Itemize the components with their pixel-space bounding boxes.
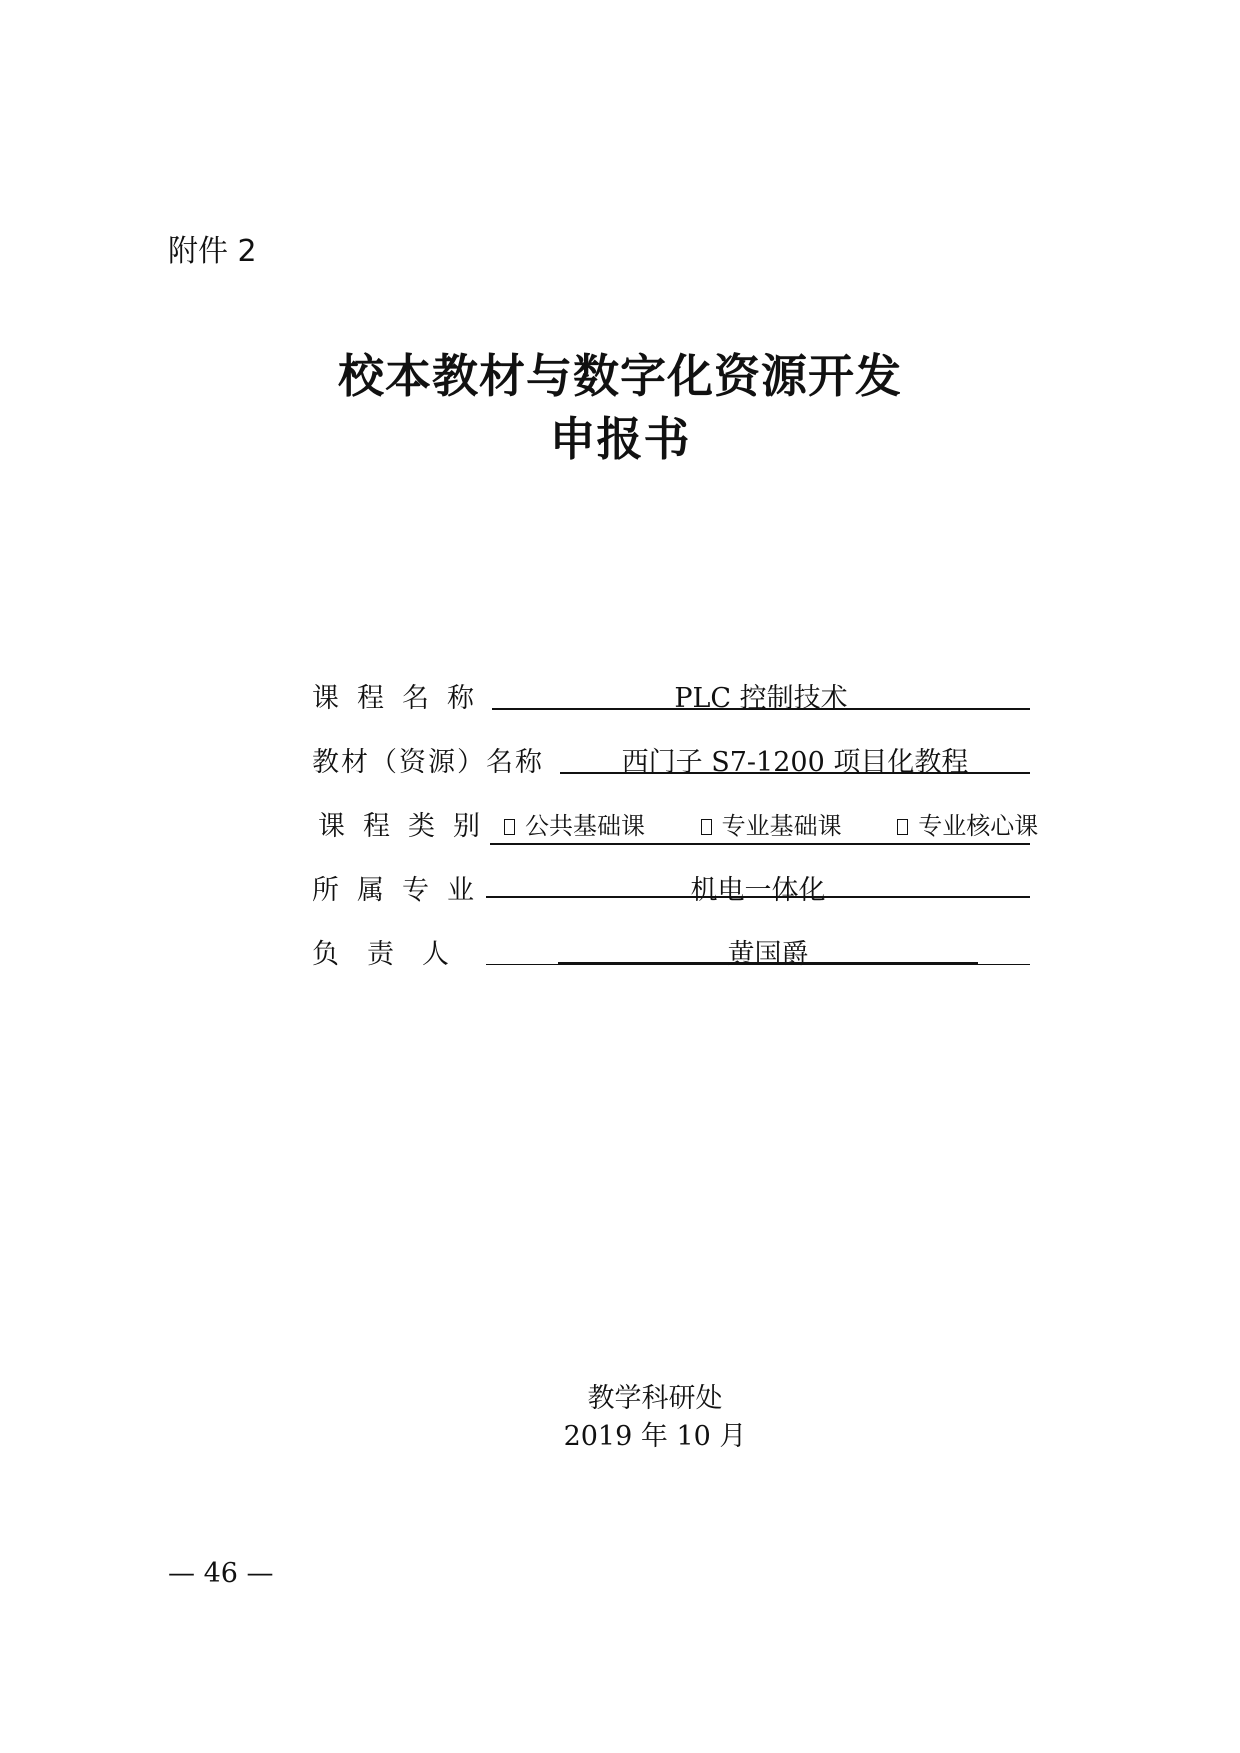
material-name-label: 教材（资源）名称 xyxy=(312,747,544,778)
attachment-label: 附件 2 xyxy=(168,234,257,269)
document-title: 校本教材与数字化资源开发 xyxy=(338,349,902,403)
checkbox-icon[interactable] xyxy=(701,819,712,835)
category-option-label: 专业基础课 xyxy=(721,812,842,840)
category-option-professional-core[interactable] xyxy=(883,806,1038,841)
person-in-charge-label: 负责人 xyxy=(312,939,477,970)
course-name-value: PLC 控制技术 xyxy=(674,683,848,714)
document-subtitle: 申报书 xyxy=(549,412,691,466)
page-number: — 46 — xyxy=(168,1558,274,1589)
category-option-public-basic[interactable] xyxy=(490,806,645,841)
major-value: 机电一体化 xyxy=(690,875,826,906)
checkbox-icon[interactable] xyxy=(504,819,515,835)
course-category-options xyxy=(490,806,1039,845)
issuing-office: 教学科研处 xyxy=(587,1383,723,1414)
category-option-professional-basic[interactable] xyxy=(687,806,842,841)
material-name-value: 西门子 S7-1200 项目化教程 xyxy=(621,747,969,778)
person-in-charge-value: 黄国爵 xyxy=(727,939,809,970)
issue-date: 2019 年 10 月 xyxy=(563,1421,747,1452)
course-category-label: 课程类别 xyxy=(318,811,498,842)
course-name-label: 课程名称 xyxy=(312,683,492,714)
category-option-label: 公共基础课 xyxy=(525,812,645,840)
checkbox-icon[interactable] xyxy=(897,819,908,835)
major-label: 所属专业 xyxy=(312,875,492,906)
category-option-label: 专业核心课 xyxy=(918,812,1039,840)
